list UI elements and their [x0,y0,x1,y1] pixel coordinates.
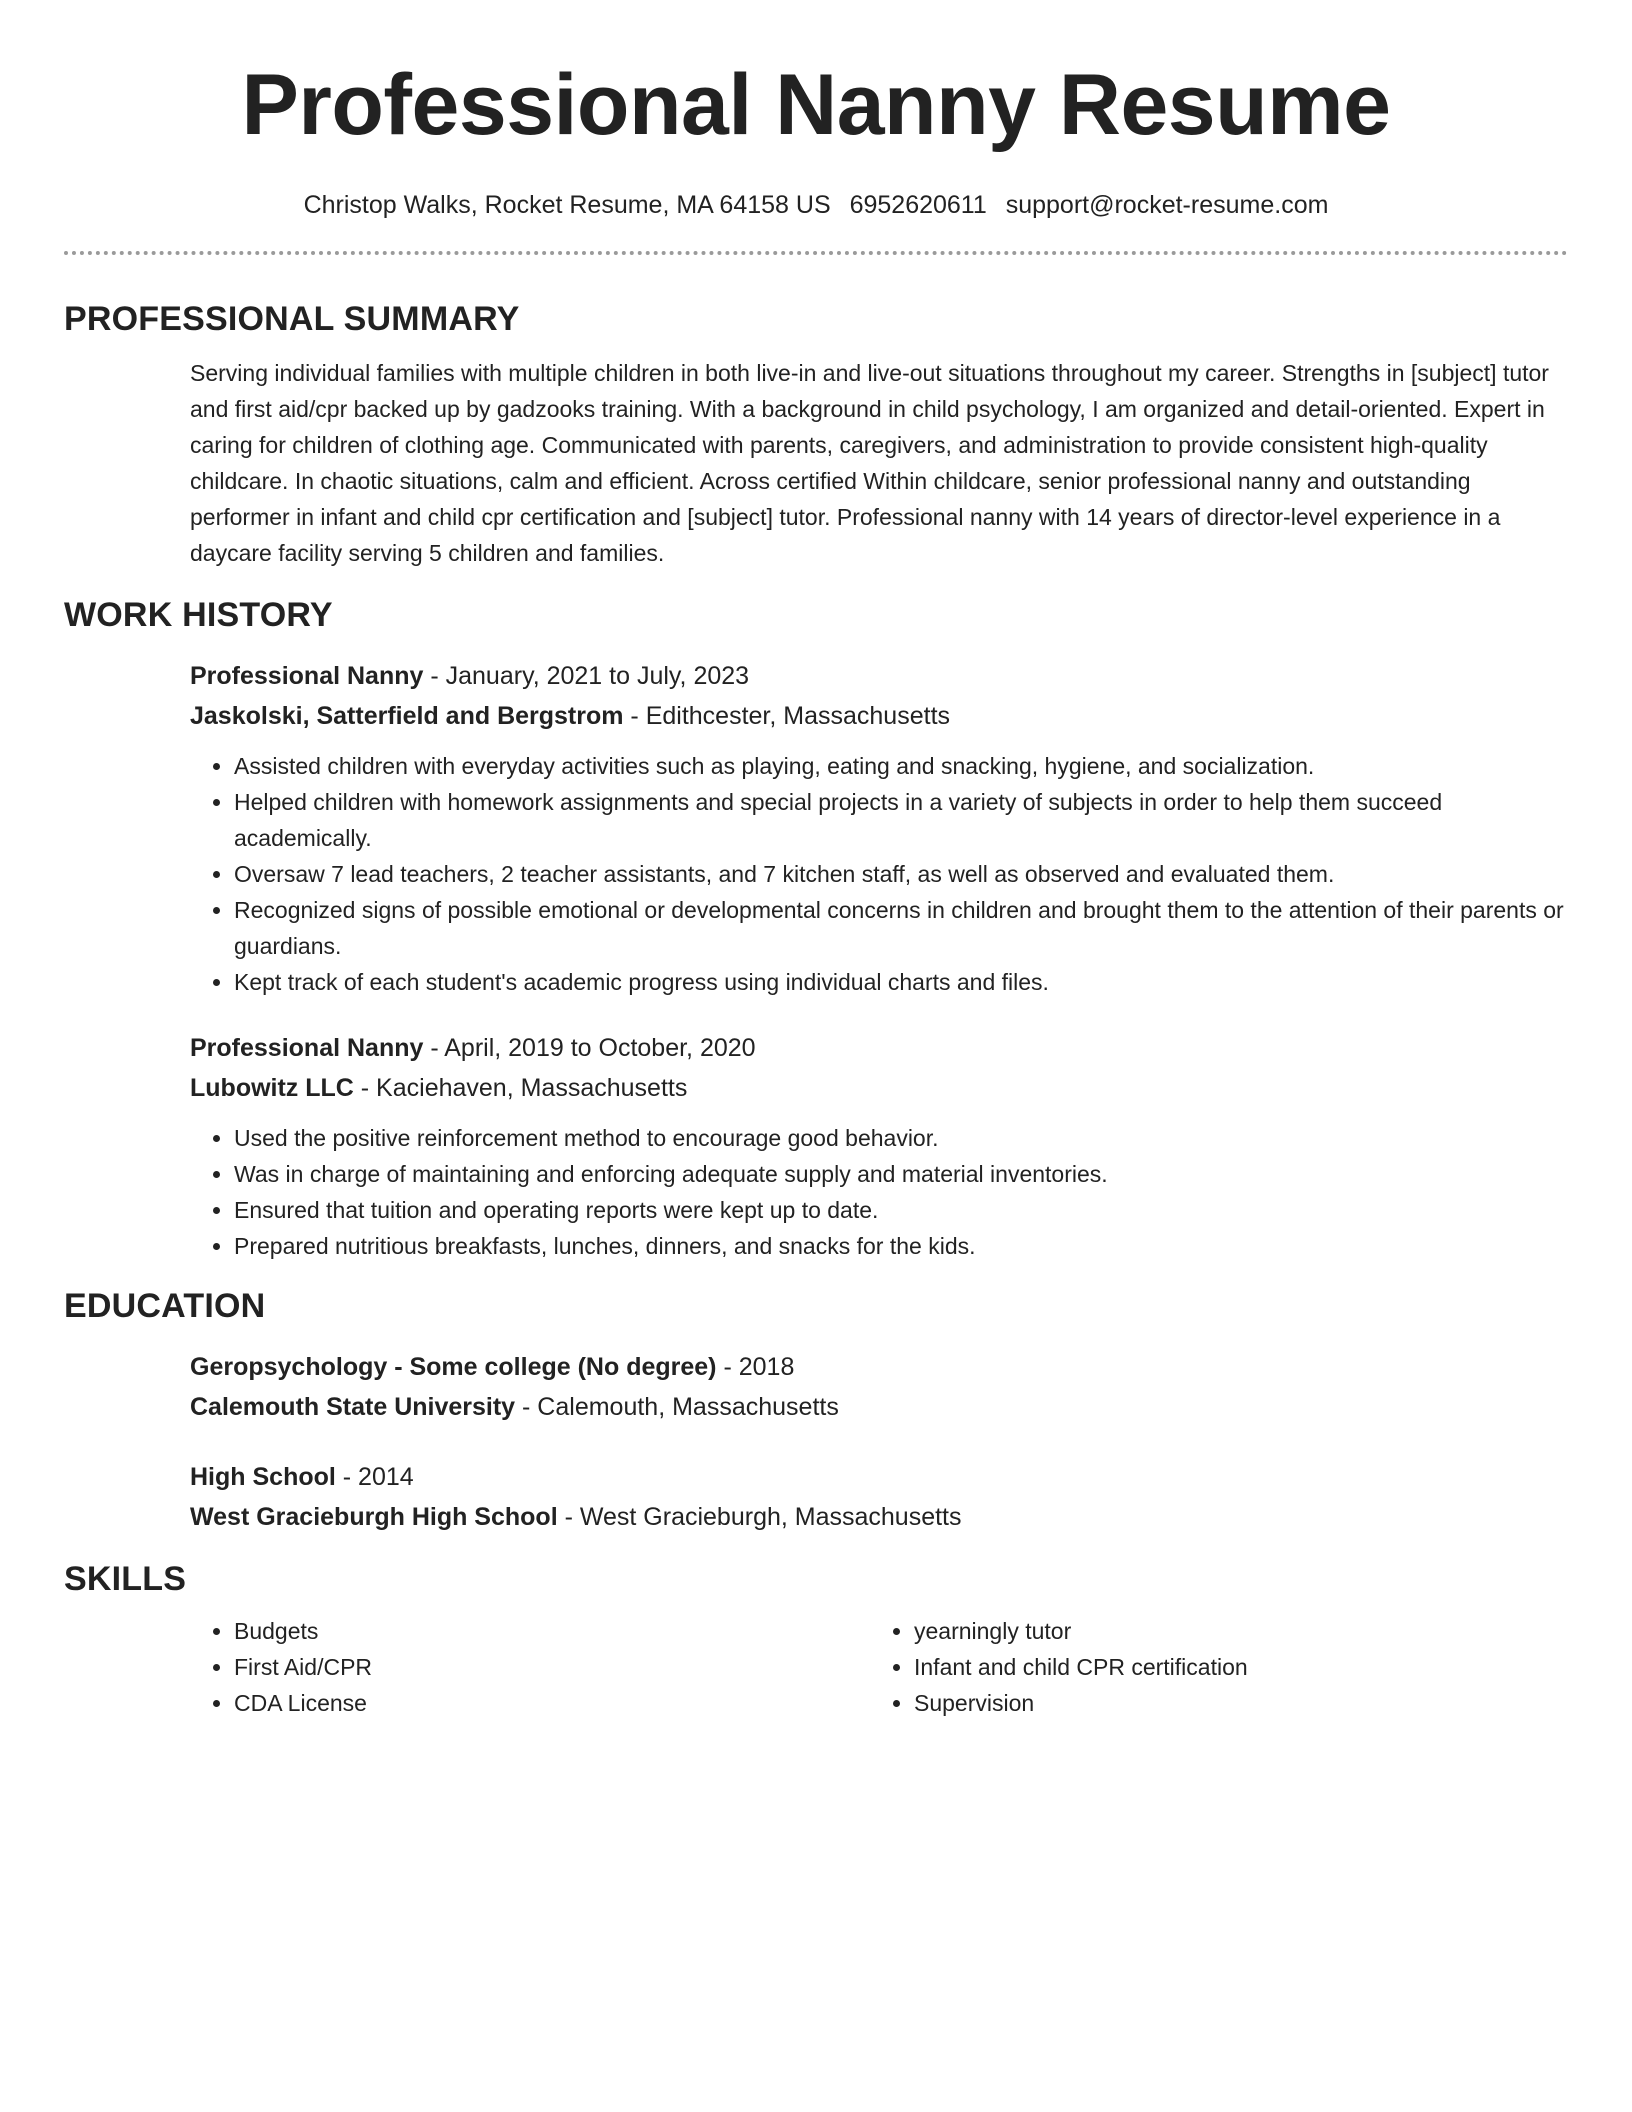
job-bullet: • Kept track of each student's academic progress using individual charts and files. [234,964,1568,1000]
resume-title: Professional Nanny Resume [241,57,1391,153]
skills-list [870,1613,1550,1721]
summary-text: Serving individual families with multiple children in both live-in and live-out situations throughout my career. Strengths in [subject] tutor and first aid/cpr backed up by gadzooks training. With a background in child psychology, I am organized and detail-oriented. Expert in caring for children of clothing age. Communicated with parents, caregivers, and administration to provide consistent high-quality childcare. In chaotic situations, calm and efficient. Across certified Within childcare, senior professional nanny and outstanding performer in infant and child cpr certification and [subject] tutor. Professional nanny with 14 years of director-level experience in a daycare facility serving 5 children and families. [190,360,1549,566]
job-company: Jaskolski, Satterfield and Bergstrom [190,702,624,730]
education-location: - West Gracieburgh, Massachusetts [557,1503,962,1531]
skills-grid [190,1613,1568,1721]
job-location: - Kaciehaven, Massachusetts [353,1074,688,1102]
contact-email: support@rocket-resume.com [1005,191,1329,219]
job-location: - Edithcester, Massachusetts [623,702,951,730]
skill-item: • yearningly tutor [914,1613,1550,1649]
summary-section [190,355,1568,571]
education-entry [190,1347,1568,1427]
skill-item: • Supervision [914,1685,1550,1721]
job-entry [190,656,1568,1000]
education-entry [190,1457,1568,1537]
work-history-heading: WORK HISTORY [64,596,333,634]
job-bullet: • Oversaw 7 lead teachers, 2 teacher assistants, and 7 kitchen staff, as well as observed and evaluated them. [234,856,1568,892]
education-degree-line [190,1457,1568,1497]
education-school-line [190,1387,1568,1427]
summary-heading: PROFESSIONAL SUMMARY [64,300,520,338]
education-location: - Calemouth, Massachusetts [515,1393,839,1421]
education-degree: High School [190,1463,336,1491]
education-year: - 2018 [716,1353,795,1381]
job-title-line [190,1028,1568,1068]
skill-item: • Infant and child CPR certification [914,1649,1550,1685]
job-entry [190,1028,1568,1264]
job-company-line [190,696,1568,736]
job-bullet: • Prepared nutritious breakfasts, lunches, dinners, and snacks for the kids. [234,1228,1568,1264]
job-bullet: • Ensured that tuition and operating reports were kept up to date. [234,1192,1568,1228]
job-bullet: • Used the positive reinforcement method to encourage good behavior. [234,1120,1568,1156]
job-bullet: • Assisted children with everyday activities such as playing, eating and snacking, hygiene, and socialization. [234,748,1568,784]
education-school-line [190,1497,1568,1537]
skills-column-left [190,1613,870,1721]
job-bullets [190,1120,1568,1264]
education-heading: EDUCATION [64,1287,266,1325]
job-company-line [190,1068,1568,1108]
job-bullet: • Was in charge of maintaining and enforcing adequate supply and material inventories. [234,1156,1568,1192]
education-year: - 2014 [335,1463,414,1491]
education-school: Calemouth State University [190,1393,516,1421]
contact-phone: 6952620611 [849,191,987,219]
job-title-line [190,656,1568,696]
job-bullet: • Helped children with homework assignments and special projects in a variety of subjects in order to help them succeed academically. [234,784,1568,856]
skills-column-right [870,1613,1550,1721]
job-dates: - January, 2021 to July, 2023 [423,662,750,690]
job-company: Lubowitz LLC [190,1074,354,1102]
job-dates: - April, 2019 to October, 2020 [423,1034,756,1062]
skill-item: • CDA License [234,1685,870,1721]
education-degree-line [190,1347,1568,1387]
job-title: Professional Nanny [190,1034,424,1062]
contact-line [64,190,1568,220]
job-title: Professional Nanny [190,662,424,690]
education-degree: Geropsychology - Some college (No degree) [190,1353,717,1381]
skills-list [190,1613,870,1721]
education-school: West Gracieburgh High School [190,1503,558,1531]
skill-item: • Budgets [234,1613,870,1649]
skill-item: • First Aid/CPR [234,1649,870,1685]
job-bullets [190,748,1568,1000]
job-bullet: • Recognized signs of possible emotional or developmental concerns in children and brought them to the attention of their parents or guardians. [234,892,1568,964]
header-divider [64,251,1568,255]
contact-address: Christop Walks, Rocket Resume, MA 64158 US [303,191,831,219]
skills-heading: SKILLS [64,1560,187,1598]
